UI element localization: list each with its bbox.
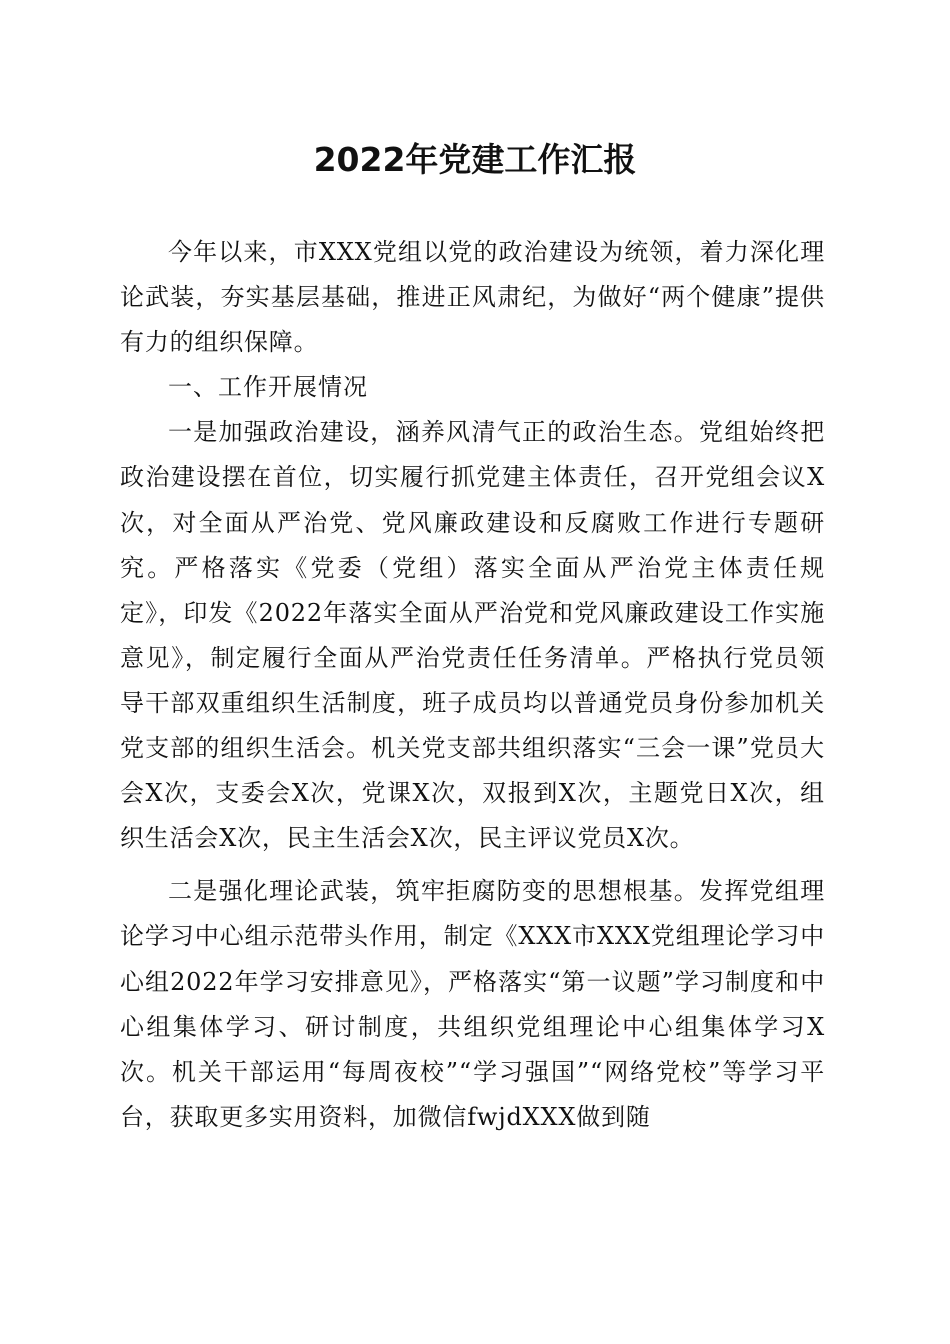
item1-paragraph [120,410,825,861]
item2-lead: 二是强化理论武装，筑牢拒腐防变的思想根基。 [168,877,700,906]
document-title: 2022年党建工作汇报 [313,140,637,179]
item1-body: 党组始终把政治建设摆在首位，切实履行抓党建主体责任，召开党组会议X次，对全面从严治党、党风廉政建设和反腐败工作进行专题研究。严格落实《党委（党组）落实全面从严治党主体责任规定》，印发《2022年落实全面从严治党和党风廉政建设工作实施意见》，制定履行全面从严治党责任任务清单。严格执行党员领导干部双重组织生活制度，班子成员均以普通党员身份参加机关党支部的组织生活会。机关党支部共组织落实“三会一课”党员大会X次，支委会X次，党课X次，双报到X次，主题党日X次，组织生活会X次，民主生活会X次，民主评议党员X次。 [120,418,825,853]
item2-paragraph [120,869,825,1140]
document-body [120,230,825,1140]
paragraph-gap [120,861,825,869]
item1-lead: 一是加强政治建设，涵养风清气正的政治生态。 [168,418,700,447]
item2-body: 发挥党组理论学习中心组示范带头作用，制定《XXX市XXX党组理论学习中心组2022年学习安排意见》，严格落实“第一议题”学习制度和中心组集体学习、研讨制度，共组织党组理论中心组集体学习X次。机关干部运用“每周夜校”“学习强国”“网络党校”等学习平台，获取更多实用资料，加微信fwjdXXX做到随 [120,877,825,1131]
section-heading: 一、工作开展情况 [168,373,368,402]
intro-paragraph: 今年以来，市XXX党组以党的政治建设为统领，着力深化理论武装，夯实基层基础，推进正风肃纪，为做好“两个健康”提供有力的组织保障。 [120,238,825,357]
